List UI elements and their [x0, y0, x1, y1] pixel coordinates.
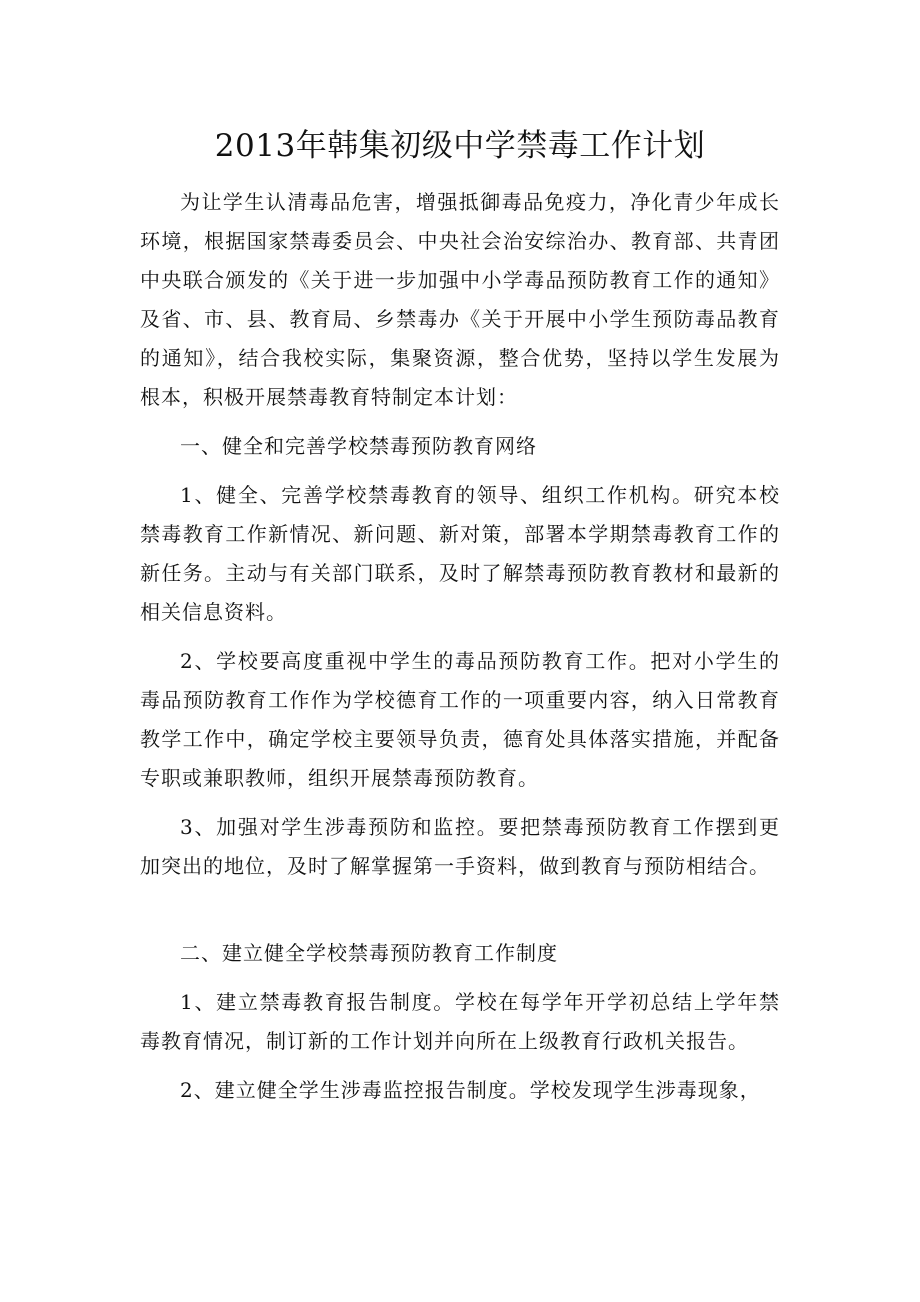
document-title: 2013年韩集初级中学禁毒工作计划: [214, 128, 706, 164]
intro-paragraph: 为让学生认清毒品危害，增强抵御毒品免疫力，净化青少年成长环境，根据国家禁毒委员会、中央社会治安综治办、教育部、共青团中央联合颁发的《关于进一步加强中小学毒品预防教育工作的通知》及省、市、县、教育局、乡禁毒办《关于开展中小学生预防毒品教育的通知》，结合我校实际，集聚资源，整合优势，坚持以学生发展为根本，积极开展禁毒教育特制定本计划：: [140, 190, 780, 409]
section-2-item-2: 2、建立健全学生涉毒监控报告制度。学校发现学生涉毒现象，: [180, 1078, 761, 1102]
section-spacer: [140, 896, 780, 934]
section-2-heading: 二、建立健全学校禁毒预防教育工作制度: [180, 941, 558, 965]
document-body: [140, 183, 780, 1120]
section-1-item-1: 1、健全、完善学校禁毒教育的领导、组织工作机构。研究本校禁毒教育工作新情况、新问题、新对策，部署本学期禁毒教育工作的新任务。主动与有关部门联系，及时了解禁毒预防教育教材和最新的相关信息资料。: [140, 483, 780, 624]
section-1-heading: 一、健全和完善学校禁毒预防教育网络: [180, 434, 537, 458]
section-2-item-1: 1、建立禁毒教育报告制度。学校在每学年开学初总结上学年禁毒教育情况，制订新的工作计划并向所在上级教育行政机关报告。: [140, 990, 780, 1053]
section-1-item-3: 3、加强对学生涉毒预防和监控。要把禁毒预防教育工作摆到更加突出的地位，及时了解掌握第一手资料，做到教育与预防相结合。: [140, 815, 780, 878]
section-1-item-2: 2、学校要高度重视中学生的毒品预防教育工作。把对小学生的毒品预防教育工作作为学校德育工作的一项重要内容，纳入日常教育教学工作中，确定学校主要领导负责，德育处具体落实措施，并配备专职或兼职教师，组织开展禁毒预防教育。: [140, 649, 780, 790]
